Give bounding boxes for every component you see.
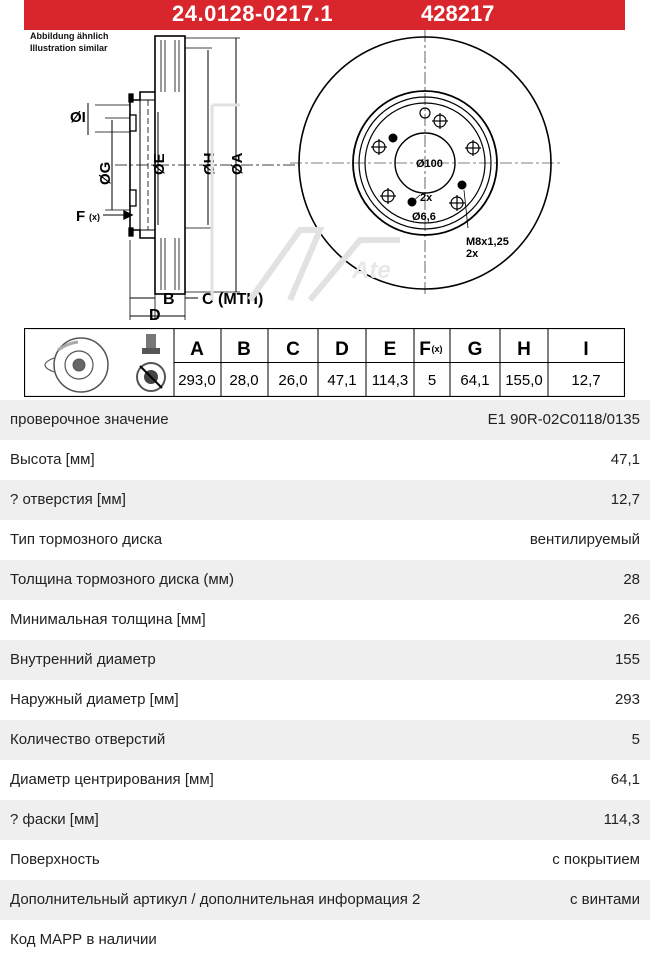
spec-value: 47,1	[610, 451, 640, 468]
label-h: ØH	[201, 152, 218, 175]
ate-logo: Ate	[352, 257, 391, 284]
spec-row	[0, 520, 650, 560]
header-bar	[24, 0, 625, 30]
note-english: Illustration similar	[30, 43, 108, 53]
spec-value: 64,1	[610, 771, 640, 788]
label-thread-count: 2x	[466, 248, 479, 260]
table-header: A	[190, 339, 204, 360]
note-german: Abbildung ähnlich	[30, 31, 109, 41]
spec-value: 28	[623, 571, 640, 588]
spec-row	[0, 640, 650, 680]
spec-label: Диаметр центрирования [мм]	[10, 771, 214, 788]
spec-row	[0, 920, 650, 960]
spec-row	[0, 680, 650, 720]
table-header: E	[383, 339, 397, 360]
spec-label: проверочное значение	[10, 411, 169, 428]
spec-row	[0, 400, 650, 440]
spec-value: с покрытием	[552, 851, 640, 868]
spec-label: ? отверстия [мм]	[10, 491, 126, 508]
label-hole-dia: Ø6,6	[412, 211, 436, 223]
spec-value: 155	[614, 651, 640, 668]
spec-value: 12,7	[610, 491, 640, 508]
label-i: ØI	[70, 109, 86, 126]
table-header: B	[237, 339, 251, 360]
dimension-table	[24, 328, 625, 397]
article-code: 428217	[421, 1, 495, 26]
label-pcd: Ø100	[416, 158, 443, 170]
spec-value: вентилируемый	[529, 531, 640, 548]
spec-row	[0, 760, 650, 800]
table-header: G	[467, 339, 483, 360]
label-a: ØA	[229, 152, 246, 175]
label-f-sub: (x)	[89, 212, 100, 222]
spec-value: 5	[631, 731, 640, 748]
spec-label: Толщина тормозного диска (мм)	[10, 571, 234, 588]
spec-label: ? фаски [мм]	[10, 811, 99, 828]
spec-row	[0, 480, 650, 520]
spec-label: Минимальная толщина [мм]	[10, 611, 206, 628]
label-thread: M8x1,25	[466, 236, 509, 248]
spec-row	[0, 560, 650, 600]
label-g: ØG	[97, 161, 114, 185]
label-c: C (MTH)	[202, 291, 264, 308]
table-cell: 114,3	[371, 372, 409, 389]
spec-row	[0, 440, 650, 480]
table-cell: 47,1	[327, 372, 357, 389]
specs-list	[0, 400, 650, 960]
table-cell: 26,0	[278, 372, 308, 389]
label-holes: 2x	[420, 192, 433, 204]
table-cell: 28,0	[229, 372, 259, 389]
table-header: D	[335, 339, 349, 360]
spec-label: Тип тормозного диска	[10, 531, 163, 548]
spec-value: 26	[623, 611, 640, 628]
table-header: H	[517, 339, 531, 360]
part-number: 24.0128-0217.1	[172, 1, 334, 26]
spec-value: 293	[614, 691, 640, 708]
spec-label: Поверхность	[10, 851, 100, 868]
spec-row	[0, 840, 650, 880]
table-header: F	[419, 339, 431, 360]
spec-label: Количество отверстий	[10, 731, 166, 748]
table-cell: 155,0	[505, 372, 543, 389]
spec-value: 114,3	[603, 811, 640, 828]
table-cell: 293,0	[178, 372, 216, 389]
spec-label: Дополнительный артикул / дополнительная информация 2	[10, 891, 421, 908]
spec-row	[0, 720, 650, 760]
table-cell: 64,1	[460, 372, 490, 389]
table-cell: 12,7	[571, 372, 601, 389]
table-cell: 5	[427, 372, 437, 389]
label-f: F	[76, 208, 86, 225]
label-b: B	[163, 291, 175, 308]
technical-drawing	[0, 30, 650, 328]
spec-row	[0, 800, 650, 840]
label-d: D	[149, 307, 161, 324]
spec-label: Наружный диаметр [мм]	[10, 691, 179, 708]
spec-label: Высота [мм]	[10, 451, 95, 468]
label-e: ØE	[151, 153, 168, 175]
spec-row	[0, 600, 650, 640]
spec-value: E1 90R-02C0118/0135	[487, 411, 640, 428]
spec-row	[0, 880, 650, 920]
table-header: C	[286, 339, 300, 360]
table-header: I	[583, 339, 589, 360]
spec-value: с винтами	[569, 891, 640, 908]
spec-label: Внутренний диаметр	[10, 651, 156, 668]
spec-label: Код МАРР в наличии	[10, 931, 157, 948]
table-header-sub: (x)	[431, 344, 443, 354]
